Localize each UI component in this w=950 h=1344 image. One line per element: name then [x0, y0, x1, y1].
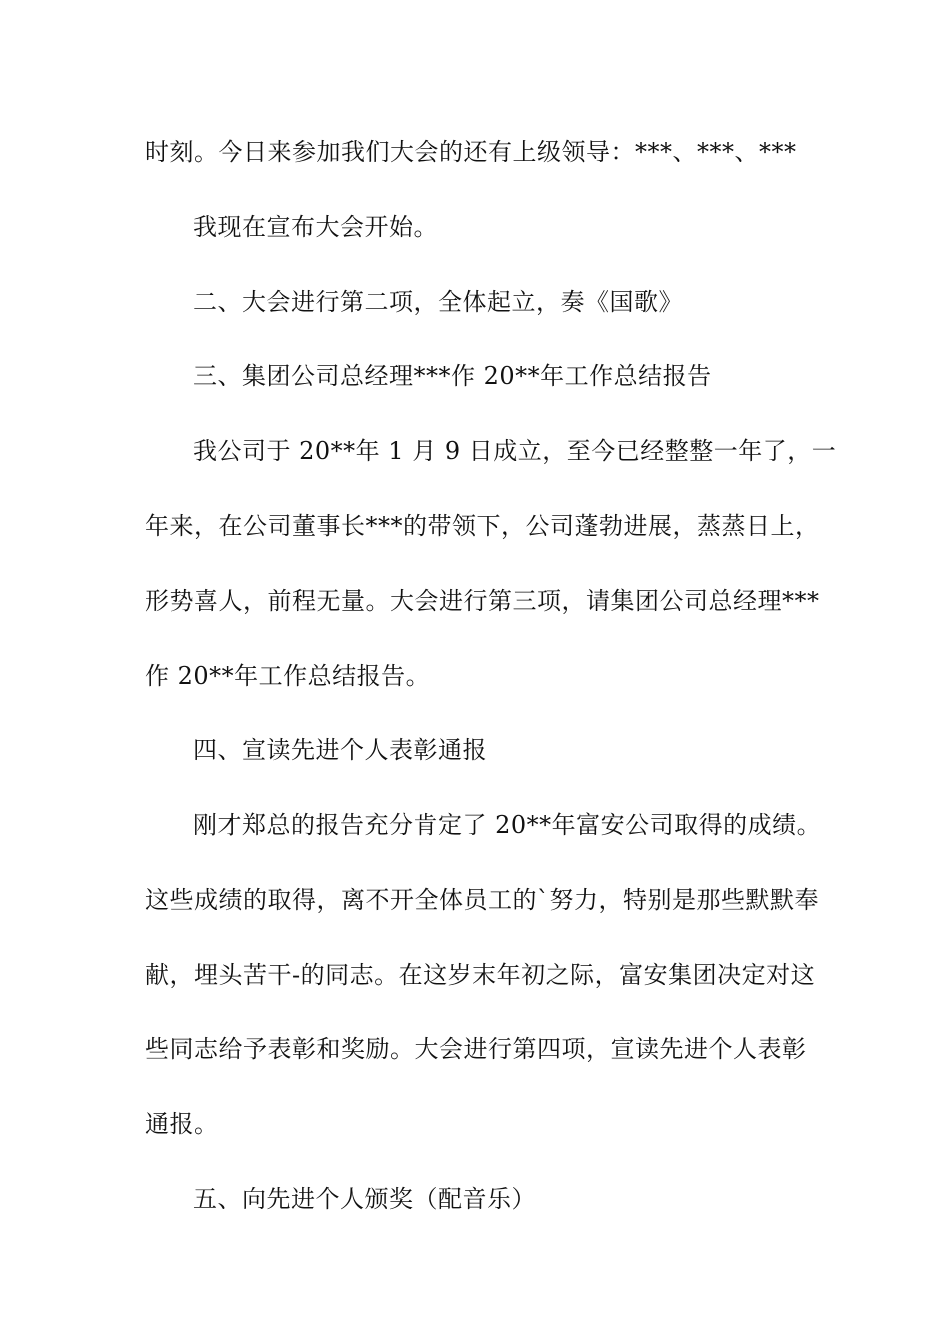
text-line: 四、宣读先进个人表彰通报	[193, 736, 487, 764]
text-line: 我现在宣布大会开始。	[193, 213, 438, 241]
text-line: 时刻。今日来参加我们大会的还有上级领导：***、***、***	[145, 138, 797, 166]
text-line: 些同志给予表彰和奖励。大会进行第四项，宣读先进个人表彰	[145, 1035, 807, 1063]
text-line: 年来，在公司董事长***的带领下，公司蓬勃进展，蒸蒸日上，	[145, 512, 820, 540]
text-line: 三、集团公司总经理***作 20**年工作总结报告	[193, 362, 712, 390]
text-line: 这些成绩的取得，离不开全体员工的`努力，特别是那些默默奉	[145, 886, 819, 914]
text-line: 我公司于 20**年 1 月 9 日成立，至今已经整整一年了，一	[193, 437, 837, 465]
text-line: 通报。	[145, 1110, 219, 1138]
text-line: 五、向先进个人颁奖（配音乐）	[193, 1185, 536, 1213]
text-line: 形势喜人，前程无量。大会进行第三项，请集团公司总经理***	[145, 587, 820, 615]
text-line: 刚才郑总的报告充分肯定了 20**年富安公司取得的成绩。	[193, 811, 822, 839]
text-line: 作 20**年工作总结报告。	[145, 662, 431, 690]
text-line: 二、大会进行第二项，全体起立，奏《国歌》	[193, 288, 683, 316]
text-line: 献，埋头苦干-的同志。在这岁末年初之际，富安集团决定对这	[145, 961, 816, 989]
